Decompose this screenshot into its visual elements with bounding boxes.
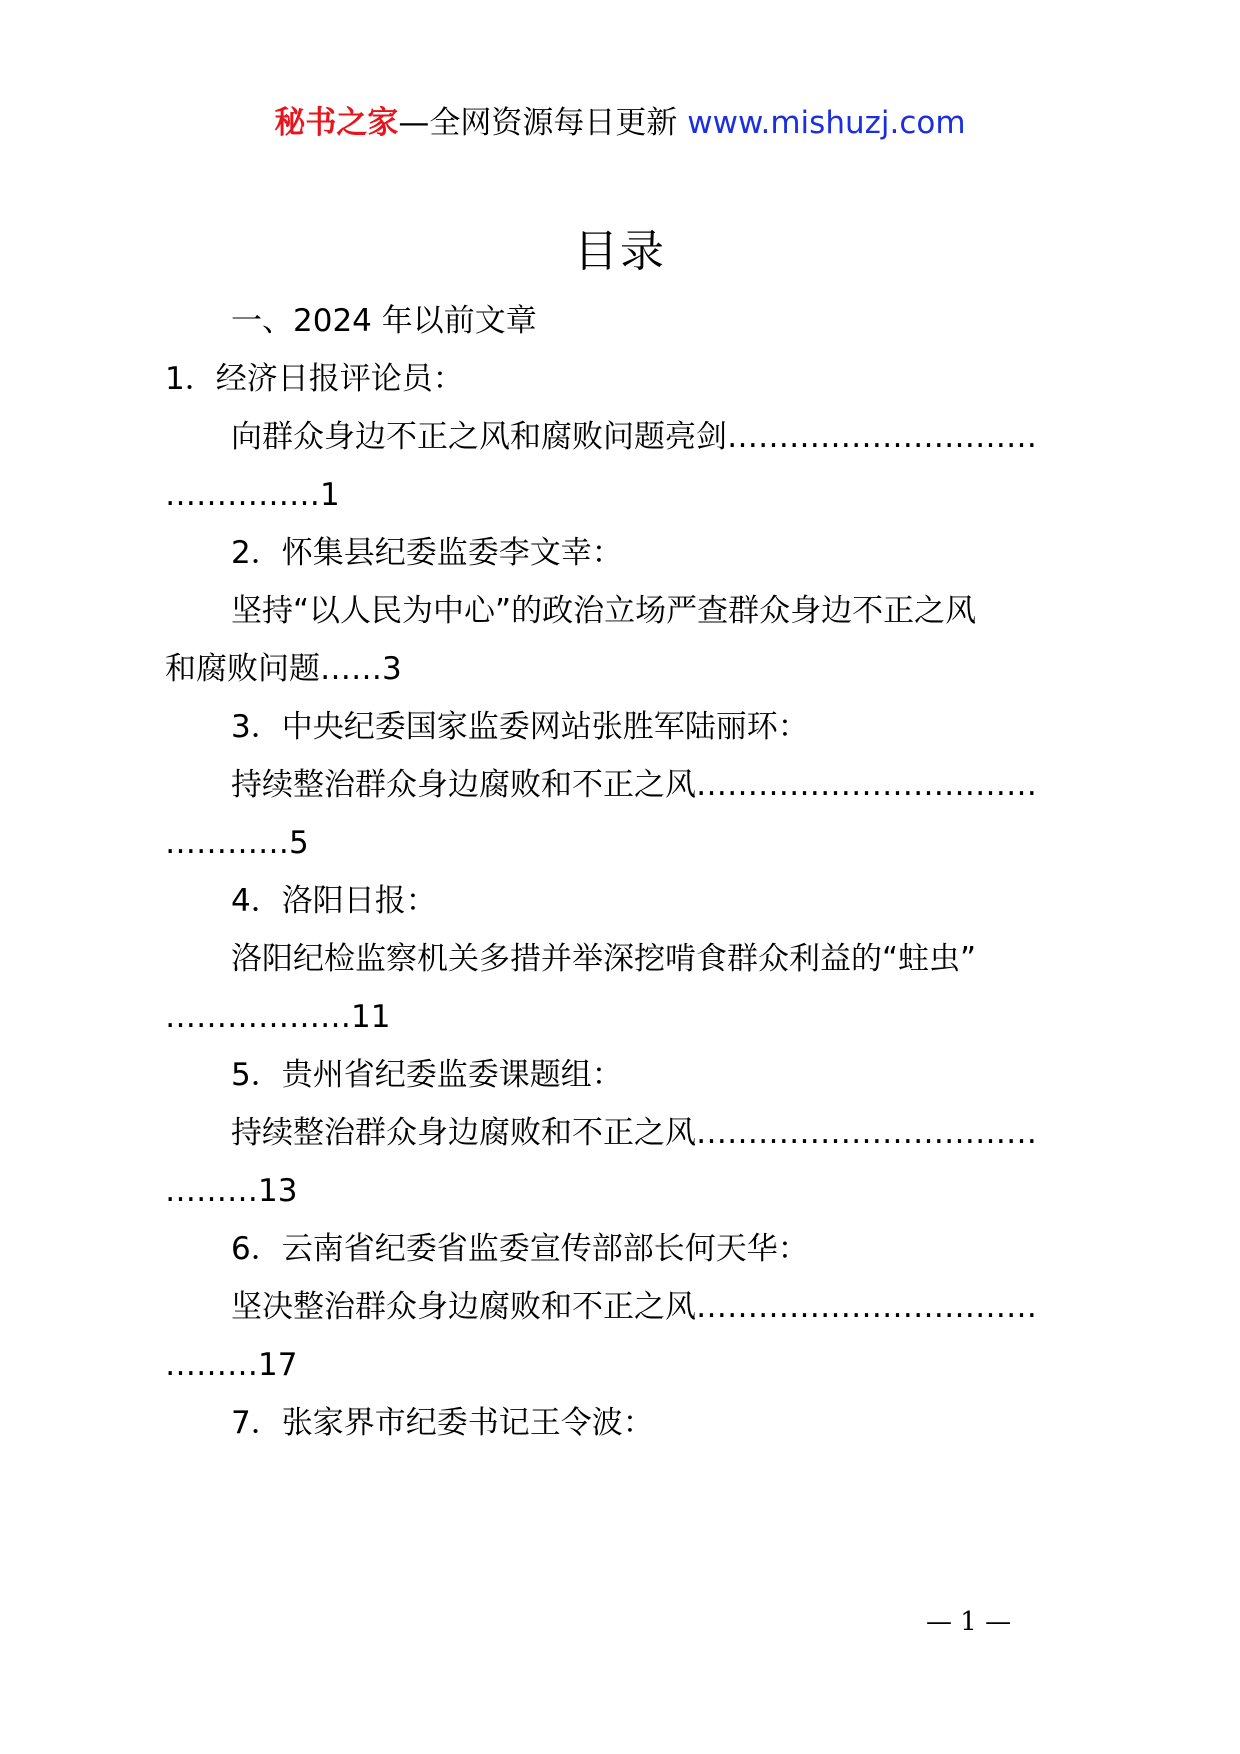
- toc-line: ………………11: [165, 999, 391, 1035]
- toc-line: 3．中央纪委国家监委网站张胜军陆丽环：: [231, 709, 809, 745]
- toc-line: ……………1: [165, 477, 340, 513]
- toc-line: 7．张家界市纪委书记王令波：: [231, 1405, 654, 1441]
- page-number: — 1 —: [926, 1607, 1012, 1637]
- site-brand: 秘书之家: [274, 105, 399, 141]
- toc-line: 持续整治群众身边腐败和不正之风……………………………: [231, 1115, 1037, 1151]
- toc-section-heading: 一、2024 年以前文章: [231, 303, 537, 339]
- toc-line: 4．洛阳日报：: [231, 883, 437, 919]
- table-of-contents: [165, 292, 1075, 1452]
- toc-line: 和腐败问题……3: [165, 651, 402, 687]
- document-title: 目录: [574, 226, 666, 277]
- site-tagline: —全网资源每日更新: [398, 105, 678, 141]
- toc-line: 坚持“以人民为中心”的政治立场严查群众身边不正之风: [231, 593, 977, 629]
- toc-line: 洛阳纪检监察机关多措并举深挖啃食群众利益的“蛀虫”: [231, 941, 977, 977]
- toc-line: 5．贵州省纪委监委课题组：: [231, 1057, 623, 1093]
- toc-line: 2．怀集县纪委监委李文幸：: [231, 535, 623, 571]
- toc-line: 向群众身边不正之风和腐败问题亮剑…………………………: [231, 419, 1037, 455]
- toc-line: ………13: [165, 1173, 298, 1209]
- toc-line: 持续整治群众身边腐败和不正之风……………………………: [231, 767, 1037, 803]
- toc-line: …………5: [165, 825, 309, 861]
- toc-line: 1．经济日报评论员：: [165, 361, 464, 397]
- toc-line: 坚决整治群众身边腐败和不正之风……………………………: [231, 1289, 1037, 1325]
- site-url-link[interactable]: www.mishuzj.com: [687, 105, 966, 141]
- toc-line: 6．云南省纪委省监委宣传部部长何天华：: [231, 1231, 809, 1267]
- site-header: [0, 100, 1240, 146]
- toc-line: ………17: [165, 1347, 298, 1383]
